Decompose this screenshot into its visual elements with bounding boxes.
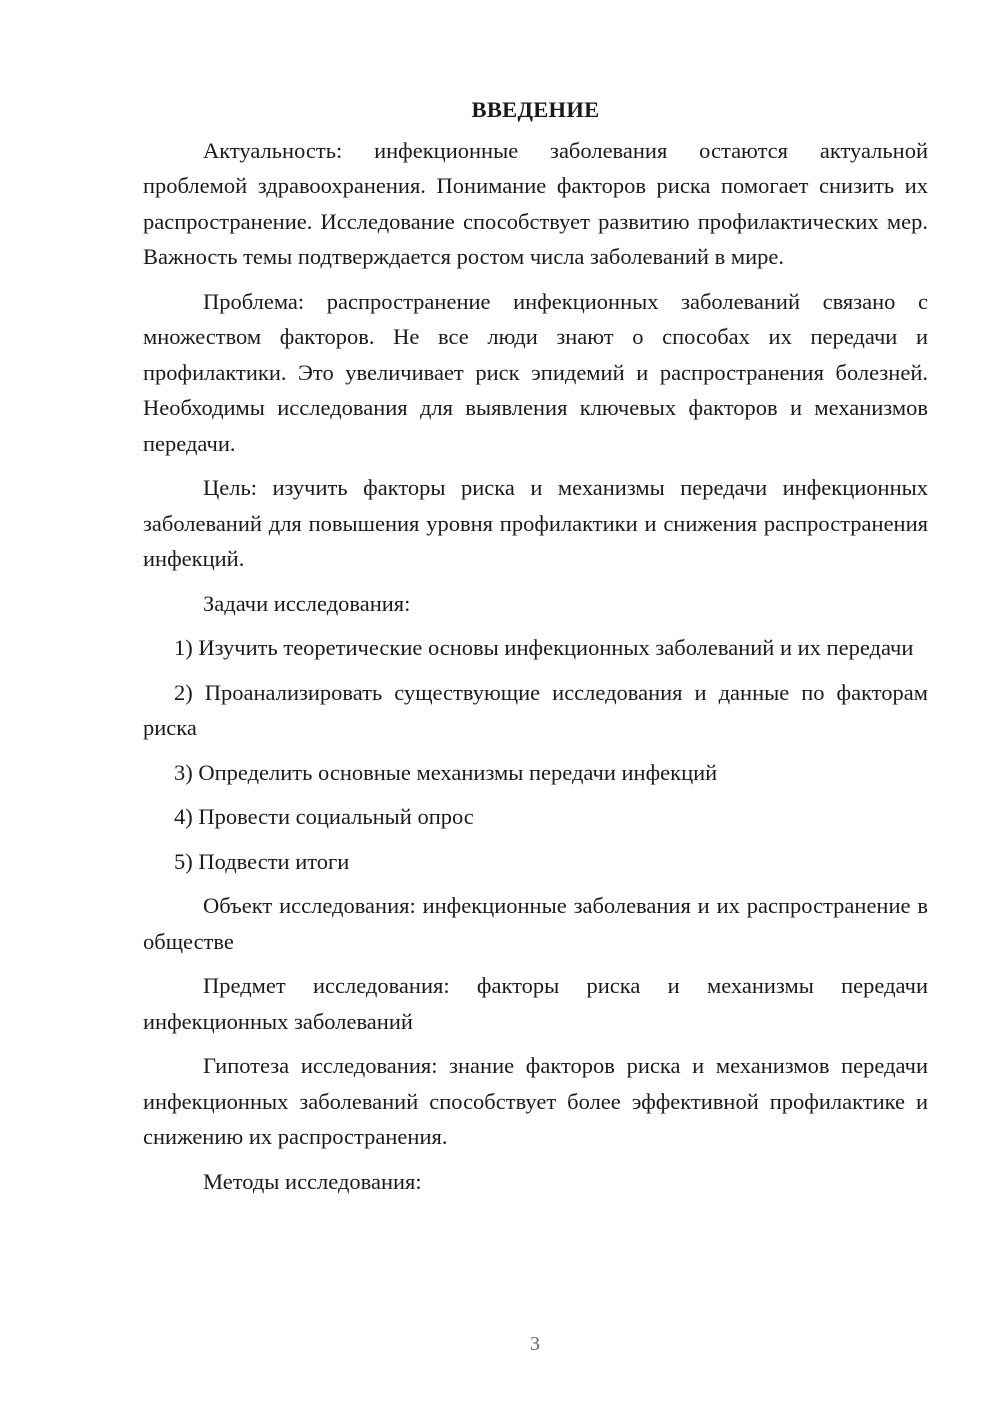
task-item-2: 2) Проанализировать существующие исследования и данные по факторам риска	[143, 679, 928, 740]
document-page	[143, 92, 928, 1208]
task-item-5: 5) Подвести итоги	[174, 848, 350, 874]
page-number: 3	[530, 1333, 540, 1355]
methods-heading: Методы исследования:	[203, 1168, 422, 1194]
subject-paragraph: Предмет исследования: факторы риска и механизмы передачи инфекционных заболеваний	[143, 973, 928, 1034]
page-title: ВВЕДЕНИЕ	[471, 97, 600, 122]
relevance-paragraph: Актуальность: инфекционные заболевания остаются актуальной проблемой здравоохранения. Понимание факторов риска помогает снизить их распространение. Исследование способствует развитию профилактических мер. Важность темы подтверждается ростом числа заболеваний в мире.	[143, 137, 928, 269]
task-item-1: 1) Изучить теоретические основы инфекционных заболеваний и их передачи	[174, 635, 914, 660]
goal-paragraph: Цель: изучить факторы риска и механизмы передачи инфекционных заболеваний для повышения уровня профилактики и снижения распространения инфекций.	[143, 475, 928, 571]
object-paragraph: Объект исследования: инфекционные заболевания и их распространение в обществе	[143, 893, 928, 954]
tasks-heading: Задачи исследования:	[203, 590, 411, 616]
hypothesis-paragraph: Гипотеза исследования: знание факторов риска и механизмов передачи инфекционных заболеваний способствует более эффективной профилактике и снижению их распространения.	[143, 1053, 928, 1149]
problem-paragraph: Проблема: распространение инфекционных заболеваний связано с множеством факторов. Не все люди знают о способах их передачи и профилактики. Это увеличивает риск эпидемий и распространения болезней. Необходимы исследования для выявления ключевых факторов и механизмов передачи.	[143, 288, 928, 456]
task-item-3: 3) Определить основные механизмы передачи инфекций	[174, 759, 718, 785]
task-item-4: 4) Провести социальный опрос	[174, 804, 474, 829]
